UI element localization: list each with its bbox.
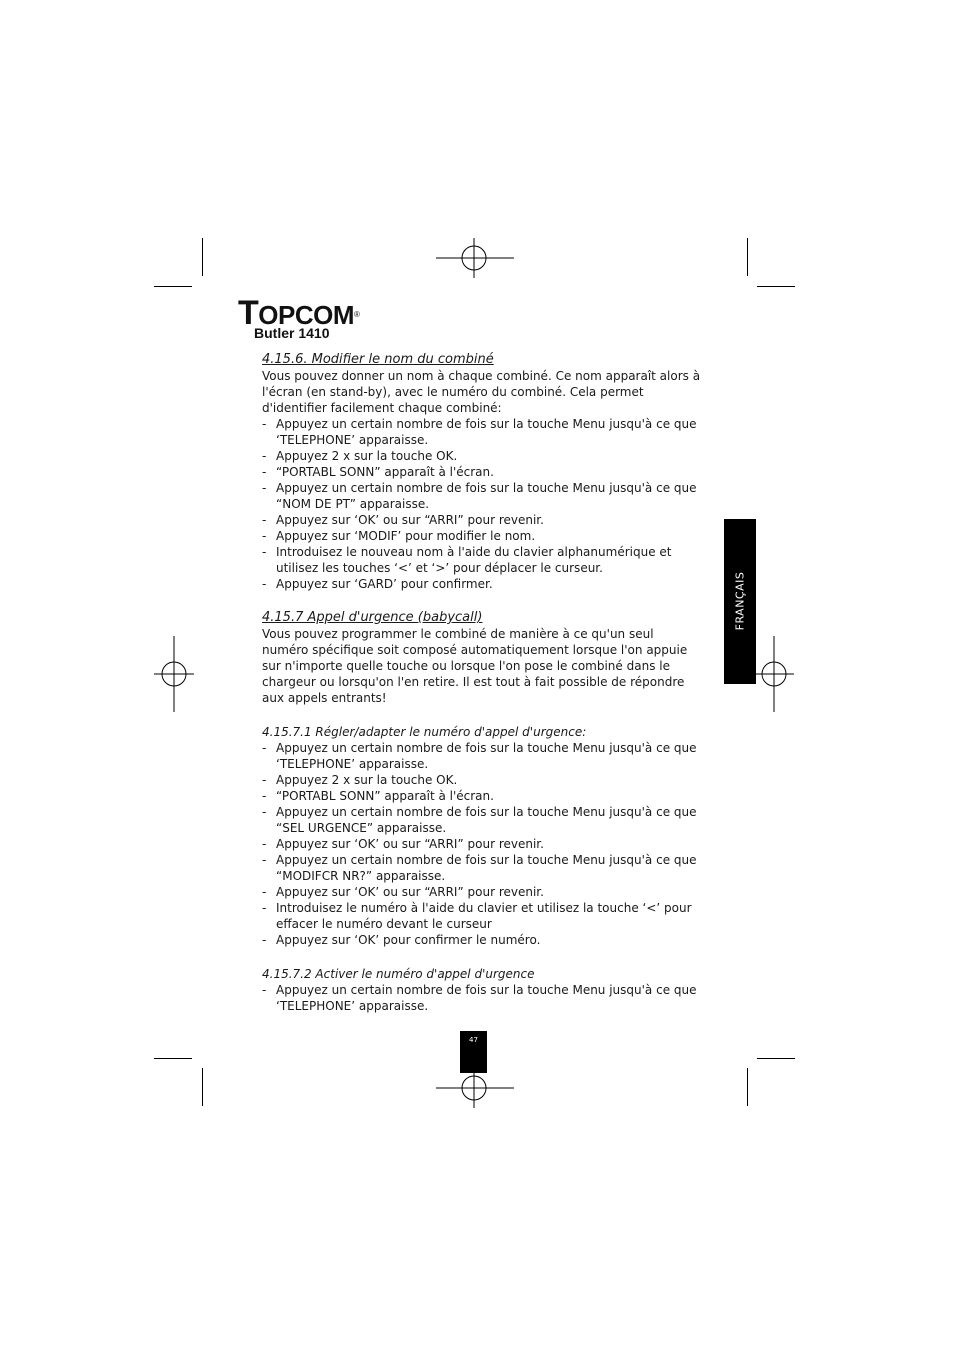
brand-logo: TOPCOM® xyxy=(238,294,360,332)
section-intro: Vous pouvez donner un nom à chaque combiné. Ce nom apparaît alors à l'écran (en stand-by), avec le numéro du combiné. Cela permet d'identifier facilement chaque combiné: xyxy=(262,369,701,415)
list-item: - “PORTABL SONN” apparaît à l'écran. xyxy=(262,788,702,804)
page-content xyxy=(262,352,702,1014)
crop-mark-tl-v xyxy=(202,238,203,276)
section-heading-4-15-7-2: 4.15.7.2 Activer le numéro d'appel d'urgence xyxy=(262,967,535,981)
section-heading-4-15-7-1: 4.15.7.1 Régler/adapter le numéro d'appel d'urgence: xyxy=(262,725,587,739)
crop-mark-br-v xyxy=(747,1068,748,1106)
registration-mark-right xyxy=(754,636,794,712)
crop-mark-tr-h xyxy=(757,286,795,287)
crop-mark-tr-v xyxy=(747,238,748,276)
list-item: - Appuyez sur ‘OK’ ou sur “ARRI” pour revenir. xyxy=(262,512,702,528)
list-item: - Appuyez sur ‘OK’ ou sur “ARRI” pour revenir. xyxy=(262,836,702,852)
crop-mark-bl-h xyxy=(154,1058,192,1059)
instruction-list xyxy=(262,740,702,948)
registration-mark-bottom xyxy=(436,1068,514,1108)
instruction-list xyxy=(262,416,702,592)
registration-mark-top xyxy=(436,238,514,278)
page-number: 47 xyxy=(469,1036,478,1044)
list-item: - Appuyez sur ‘OK’ pour confirmer le numéro. xyxy=(262,932,702,948)
list-item: - Appuyez 2 x sur la touche OK. xyxy=(262,772,702,788)
list-item: - Appuyez un certain nombre de fois sur la touche Menu jusqu'à ce que “NOM DE PT” apparaisse. xyxy=(262,480,702,512)
crop-mark-tl-h xyxy=(154,286,192,287)
crop-mark-bl-v xyxy=(202,1068,203,1106)
language-label: FRANÇAIS xyxy=(733,571,747,631)
list-item: - Appuyez sur ‘OK’ ou sur “ARRI” pour revenir. xyxy=(262,884,702,900)
section-heading-4-15-7: 4.15.7 Appel d'urgence (babycall) xyxy=(262,610,483,625)
list-item: - Introduisez le numéro à l'aide du clavier et utilisez la touche ‘<’ pour effacer le numéro devant le curseur xyxy=(262,900,702,932)
list-item: - Introduisez le nouveau nom à l'aide du clavier alphanumérique et utilisez les touches ‘<’ et ‘>’ pour déplacer le curseur. xyxy=(262,544,702,576)
list-item: - Appuyez 2 x sur la touche OK. xyxy=(262,448,702,464)
list-item: - Appuyez un certain nombre de fois sur la touche Menu jusqu'à ce que ‘TELEPHONE’ apparaisse. xyxy=(262,740,702,772)
crop-mark-br-h xyxy=(757,1058,795,1059)
list-item: - Appuyez sur ‘MODIF’ pour modifier le nom. xyxy=(262,528,702,544)
list-item: - “PORTABL SONN” apparaît à l'écran. xyxy=(262,464,702,480)
list-item: - Appuyez un certain nombre de fois sur la touche Menu jusqu'à ce que ‘TELEPHONE’ apparaisse. xyxy=(262,416,702,448)
list-item: - Appuyez un certain nombre de fois sur la touche Menu jusqu'à ce que “SEL URGENCE” apparaisse. xyxy=(262,804,702,836)
instruction-list xyxy=(262,982,702,1014)
list-item: - Appuyez sur ‘GARD’ pour confirmer. xyxy=(262,576,702,592)
section-heading-4-15-6: 4.15.6. Modifier le nom du combiné xyxy=(262,352,494,367)
registration-mark-left xyxy=(154,636,194,712)
model-name: Butler 1410 xyxy=(254,325,330,341)
list-item: - Appuyez un certain nombre de fois sur la touche Menu jusqu'à ce que “MODIFCR NR?” apparaisse. xyxy=(262,852,702,884)
list-item: - Appuyez un certain nombre de fois sur la touche Menu jusqu'à ce que ‘TELEPHONE’ apparaisse. xyxy=(262,982,702,1014)
section-intro: Vous pouvez programmer le combiné de manière à ce qu'un seul numéro spécifique soit composé automatiquement lorsque l'on appuie sur n'importe quelle touche ou lorsque l'on pose le combiné dans le chargeur ou lorsqu'on l'en retire. Il est tout à fait possible de répondre aux appels entrants! xyxy=(262,627,688,705)
